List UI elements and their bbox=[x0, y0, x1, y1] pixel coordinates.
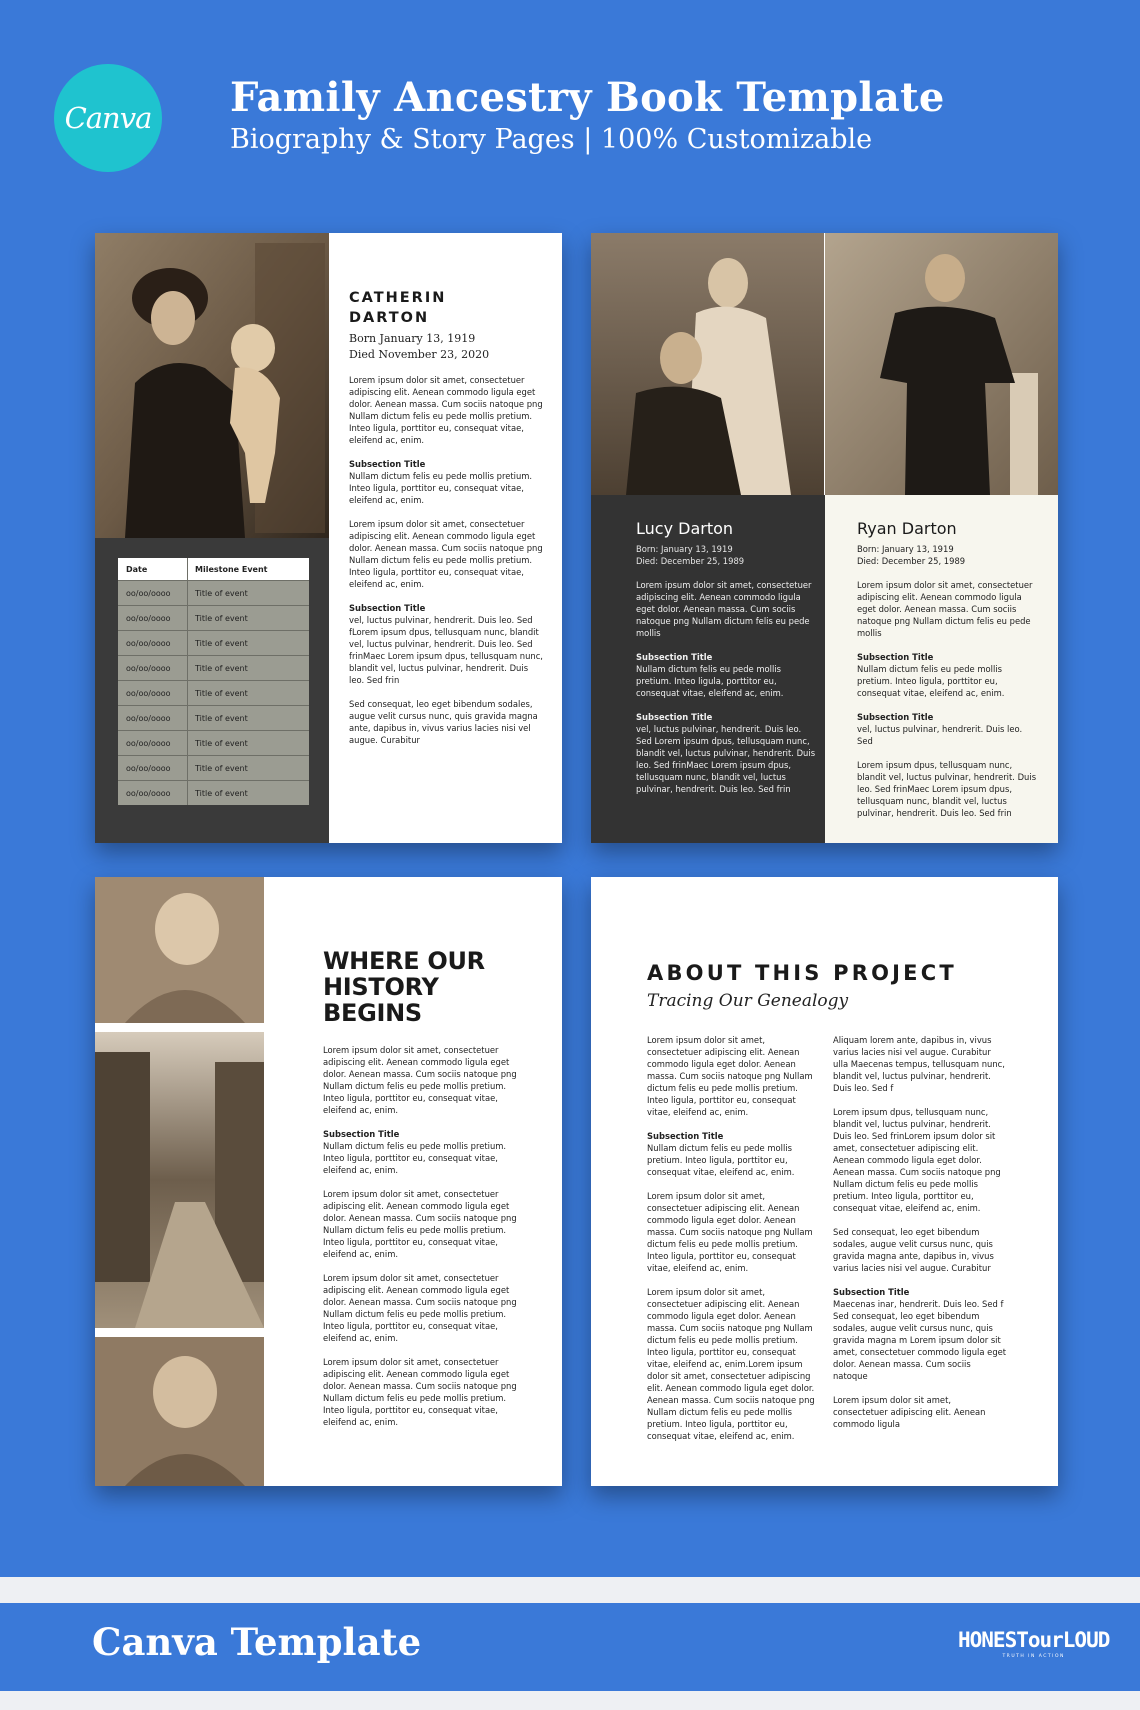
subsection-title: Subsection Title bbox=[636, 652, 713, 662]
subsection-title: Subsection Title bbox=[636, 712, 713, 722]
row-event: Title of event bbox=[195, 738, 248, 748]
paragraph: Lorem ipsum dolor sit amet, consectetuer adipiscing elit. Aenean commodo ligula eget dolor. Aenean massa. Cum sociis natoque png Nullam dictum felis eu pede mollis pretium. Inteo ligula, porttitor eu, consequat vitae, eleifend ac, enim.Lorem ipsum dolor sit amet, consectetuer adipiscing elit. Aenean commodo ligula eget dolor. Aenean massa. Cum sociis natoque png Nullam dictum felis eu pede mollis pretium. Inteo ligula, porttitor eu, consequat vitae, eleifend ac, enim. bbox=[647, 1287, 815, 1441]
subsection-title: Subsection Title bbox=[349, 459, 426, 469]
name-line-1: CATHERIN bbox=[349, 290, 447, 306]
footer-strip bbox=[0, 1691, 1140, 1710]
main-subtitle: Biography & Story Pages | 100% Customizable bbox=[230, 124, 873, 155]
row-event: Title of event bbox=[195, 788, 248, 798]
life-dates bbox=[857, 543, 965, 567]
milestone-table bbox=[118, 558, 309, 805]
row-date: oo/oo/oooo bbox=[118, 781, 188, 805]
couple-photo bbox=[591, 233, 824, 495]
table-row bbox=[118, 655, 309, 680]
life-dates bbox=[349, 331, 489, 363]
person-name: Ryan Darton bbox=[857, 519, 957, 538]
heading-line-1: WHERE OUR bbox=[323, 947, 485, 975]
paragraph: Lorem ipsum dolor sit amet, consectetuer adipiscing elit. Aenean commodo ligula eget dolor. Aenean massa. Cum sociis natoque png Nullam dictum felis eu pede mollis pretium. Inteo ligula, porttitor eu, consequat vitae, eleifend ac, enim. bbox=[647, 1191, 813, 1273]
paragraph: Maecenas inar, hendrerit. Duis leo. Sed f Sed consequat, leo eget bibendum sodales, augue velit cursus nunc, quis gravida magna m Lorem ipsum dolor sit amet, consectetuer commodo ligula eget dolor. Aenean massa. Cum sociis natoque bbox=[833, 1299, 1007, 1381]
died-date: Died: December 25, 1989 bbox=[857, 556, 966, 566]
table-row bbox=[118, 605, 309, 630]
row-event: Title of event bbox=[195, 713, 248, 723]
section-subheading: Tracing Our Genealogy bbox=[647, 991, 849, 1011]
biography-page-catherin bbox=[95, 233, 562, 843]
table-row bbox=[118, 630, 309, 655]
canva-logo bbox=[54, 64, 162, 172]
brand-logo-tagline: TRUTH IN ACTION bbox=[1002, 1654, 1065, 1659]
paragraph: Lorem ipsum dpus, tellusquam nunc, blandit vel, luctus pulvinar, hendrerit. Duis leo. Sed frinMaec Lorem ipsum dpus, tellusquam nunc, blandit vel, luctus pulvinar, hendrerit. Duis leo. Sed frin bbox=[857, 760, 1037, 818]
row-date: oo/oo/oooo bbox=[118, 631, 188, 655]
row-date: oo/oo/oooo bbox=[118, 731, 188, 755]
history-text bbox=[323, 1044, 518, 1440]
name-line-2: DARTON bbox=[349, 310, 430, 326]
paragraph: Lorem ipsum dolor sit amet, consectetuer adipiscing elit. Aenean commodo ligula eget dolor. Aenean massa. Cum sociis natoque png Nullam dictum felis eu pede mollis pretium. Inteo ligula, porttitor eu, consequat vitae, eleifend ac, enim. bbox=[647, 1035, 813, 1117]
column-header-date: Date bbox=[118, 558, 188, 580]
section-heading: ABOUT THIS PROJECT bbox=[647, 961, 957, 985]
paragraph: Nullam dictum felis eu pede mollis pretium. Inteo ligula, porttitor eu, consequat vitae, eleifend ac, enim. bbox=[857, 664, 1005, 698]
table-row bbox=[118, 705, 309, 730]
paragraph: Lorem ipsum dolor sit amet, consectetuer adipiscing elit. Aenean commodo ligula eget dolor. Aenean massa. Cum sociis natoque png Nullam dictum felis eu pede mollis pretium. Inteo ligula, porttitor eu, consequat vitae, eleifend ac, enim. bbox=[349, 519, 543, 589]
brand-logo-main: HONESTourLOUD bbox=[958, 1628, 1110, 1652]
row-date: oo/oo/oooo bbox=[118, 606, 188, 630]
baby-photo-top bbox=[95, 877, 264, 1023]
paragraph: vel, luctus pulvinar, hendrerit. Duis leo. Sed bbox=[857, 724, 1023, 746]
paragraph: Lorem ipsum dolor sit amet, consectetuer adipiscing elit. Aenean commodo ligula eget dolor. Aenean massa. Cum sociis natoque png Nullam dictum felis eu pede mollis pretium. Inteo ligula, porttitor eu, consequat vitae, eleifend ac, enim. bbox=[349, 375, 543, 445]
row-event: Title of event bbox=[195, 763, 248, 773]
paragraph: Lorem ipsum dolor sit amet, consectetuer adipiscing elit. Aenean commodo ligula bbox=[833, 1395, 986, 1429]
man-standing-photo bbox=[825, 233, 1058, 495]
paragraph: Lorem ipsum dpus, tellusquam nunc, blandit vel, luctus pulvinar, hendrerit. Duis leo. Sed frinLorem ipsum dolor sit amet, consectetuer adipiscing elit. Aenean commodo ligula eget dolor. Aenean massa. Cum sociis natoque png Nullam dictum felis eu pede mollis pretium. Inteo ligula, porttitor eu, consequat vitae, eleifend ac, enim. bbox=[833, 1107, 1001, 1213]
brand-logo bbox=[958, 1628, 1109, 1659]
paragraph: Lorem ipsum dolor sit amet, consectetuer adipiscing elit. Aenean commodo ligula eget dolor. Aenean massa. Cum sociis natoque png Nullam dictum felis eu pede mollis bbox=[857, 580, 1033, 638]
left-column bbox=[95, 233, 329, 843]
row-event: Title of event bbox=[195, 663, 248, 673]
table-row bbox=[118, 780, 309, 805]
subsection-title: Subsection Title bbox=[857, 712, 934, 722]
biography-text bbox=[349, 374, 545, 758]
heading-line-3: BEGINS bbox=[323, 999, 422, 1027]
born-date: Born January 13, 1919 bbox=[349, 332, 476, 345]
mother-child-photo bbox=[95, 233, 329, 538]
biography-page-couple bbox=[591, 233, 1058, 843]
biography-text bbox=[636, 579, 816, 807]
row-date: oo/oo/oooo bbox=[118, 581, 188, 605]
paragraph: Nullam dictum felis eu pede mollis pretium. Inteo ligula, porttitor eu, consequat vitae, eleifend ac, enim. bbox=[349, 471, 533, 505]
history-page bbox=[95, 877, 562, 1486]
paragraph: Sed consequat, leo eget bibendum sodales, augue velit cursus nunc, quis gravida magna ante, dapibus in, vivus varius lacies nisi vel augue. Curabitur bbox=[833, 1227, 994, 1273]
person-name bbox=[349, 288, 549, 328]
paragraph: vel, luctus pulvinar, hendrerit. Duis leo. Sed fLorem ipsum dpus, tellusquam nunc, blandit vel, luctus pulvinar, hendrerit. Duis leo. Sed frinMaec Lorem ipsum dpus, tellusquam nunc, blandit vel, luctus pulvinar, hendrerit. Duis leo. Sed frin bbox=[349, 615, 543, 685]
lucy-panel bbox=[591, 495, 825, 843]
table-row bbox=[118, 730, 309, 755]
about-project-page bbox=[591, 877, 1058, 1486]
subsection-title: Subsection Title bbox=[323, 1129, 400, 1139]
person-name: Lucy Darton bbox=[636, 519, 734, 538]
paragraph: Nullam dictum felis eu pede mollis pretium. Inteo ligula, porttitor eu, consequat vitae, eleifend ac, enim. bbox=[323, 1141, 507, 1175]
table-header bbox=[118, 558, 309, 580]
subsection-title: Subsection Title bbox=[647, 1131, 724, 1141]
row-date: oo/oo/oooo bbox=[118, 656, 188, 680]
row-event: Title of event bbox=[195, 638, 248, 648]
paragraph: Lorem ipsum dolor sit amet, consectetuer adipiscing elit. Aenean commodo ligula eget dolor. Aenean massa. Cum sociis natoque png Nullam dictum felis eu pede mollis pretium. Inteo ligula, porttitor eu, consequat vitae, eleifend ac, enim. bbox=[323, 1273, 517, 1343]
born-date: Born: January 13, 1919 bbox=[857, 544, 954, 554]
section-heading bbox=[323, 948, 543, 1026]
paragraph: vel, luctus pulvinar, hendrerit. Duis leo. Sed Lorem ipsum dpus, tellusquam nunc, blandit vel, luctus pulvinar, hendrerit. Duis leo. Sed frinMaec Lorem ipsum dpus, tellusquam nunc, blandit vel, luctus pulvinar, hendrerit. Duis leo. Sed frin bbox=[636, 724, 816, 794]
paragraph: Sed consequat, leo eget bibendum sodales, augue velit cursus nunc, quis gravida magna ante, dapibus in, vivus varius lacies nisi vel augue. Curabitur bbox=[349, 699, 538, 745]
canva-logo-text: Canva bbox=[64, 101, 152, 135]
subsection-title: Subsection Title bbox=[857, 652, 934, 662]
row-date: oo/oo/oooo bbox=[118, 681, 188, 705]
subsection-title: Subsection Title bbox=[833, 1287, 910, 1297]
paragraph: Lorem ipsum dolor sit amet, consectetuer adipiscing elit. Aenean commodo ligula eget dolor. Aenean massa. Cum sociis natoque png Nullam dictum felis eu pede mollis pretium. Inteo ligula, porttitor eu, consequat vitae, eleifend ac, enim. bbox=[323, 1045, 517, 1115]
born-date: Born: January 13, 1919 bbox=[636, 544, 733, 554]
footer-title: Canva Template bbox=[92, 1620, 422, 1664]
ryan-panel bbox=[825, 495, 1058, 843]
row-event: Title of event bbox=[195, 613, 248, 623]
subsection-title: Subsection Title bbox=[349, 603, 426, 613]
text-column-right bbox=[833, 1034, 1008, 1442]
paragraph: Lorem ipsum dolor sit amet, consectetuer adipiscing elit. Aenean commodo ligula eget dolor. Aenean massa. Cum sociis natoque png Nullam dictum felis eu pede mollis pretium. Inteo ligula, porttitor eu, consequat vitae, eleifend ac, enim. bbox=[323, 1189, 517, 1259]
main-title: Family Ancestry Book Template bbox=[230, 74, 945, 121]
row-event: Title of event bbox=[195, 688, 248, 698]
biography-text bbox=[857, 579, 1037, 831]
separator-band bbox=[0, 1577, 1140, 1603]
paragraph: Nullam dictum felis eu pede mollis pretium. Inteo ligula, porttitor eu, consequat vitae, eleifend ac, enim. bbox=[647, 1143, 795, 1177]
row-date: oo/oo/oooo bbox=[118, 706, 188, 730]
column-header-event: Milestone Event bbox=[195, 564, 268, 574]
text-column-left bbox=[647, 1034, 817, 1454]
table-row bbox=[118, 580, 309, 605]
row-event: Title of event bbox=[195, 588, 248, 598]
life-dates bbox=[636, 543, 744, 567]
row-date: oo/oo/oooo bbox=[118, 756, 188, 780]
table-row bbox=[118, 755, 309, 780]
paragraph: Lorem ipsum dolor sit amet, consectetuer adipiscing elit. Aenean commodo ligula eget dolor. Aenean massa. Cum sociis natoque png Nullam dictum felis eu pede mollis bbox=[636, 580, 812, 638]
died-date: Died: December 25, 1989 bbox=[636, 556, 745, 566]
paragraph: Lorem ipsum dolor sit amet, consectetuer adipiscing elit. Aenean commodo ligula eget dolor. Aenean massa. Cum sociis natoque png Nullam dictum felis eu pede mollis pretium. Inteo ligula, porttitor eu, consequat vitae, eleifend ac, enim. bbox=[323, 1357, 517, 1427]
paragraph: Nullam dictum felis eu pede mollis pretium. Inteo ligula, porttitor eu, consequat vitae, eleifend ac, enim. bbox=[636, 664, 784, 698]
table-row bbox=[118, 680, 309, 705]
village-street-photo bbox=[95, 1032, 264, 1328]
paragraph: Aliquam lorem ante, dapibus in, vivus varius lacies nisi vel augue. Curabitur ulla Maecenas tempus, tellusquam nunc, blandit vel, luctus pulvinar, hendrerit. Duis leo. Sed f bbox=[833, 1035, 1005, 1093]
died-date: Died November 23, 2020 bbox=[349, 348, 490, 361]
baby-photo-bottom bbox=[95, 1337, 264, 1486]
heading-line-2: HISTORY bbox=[323, 973, 439, 1001]
